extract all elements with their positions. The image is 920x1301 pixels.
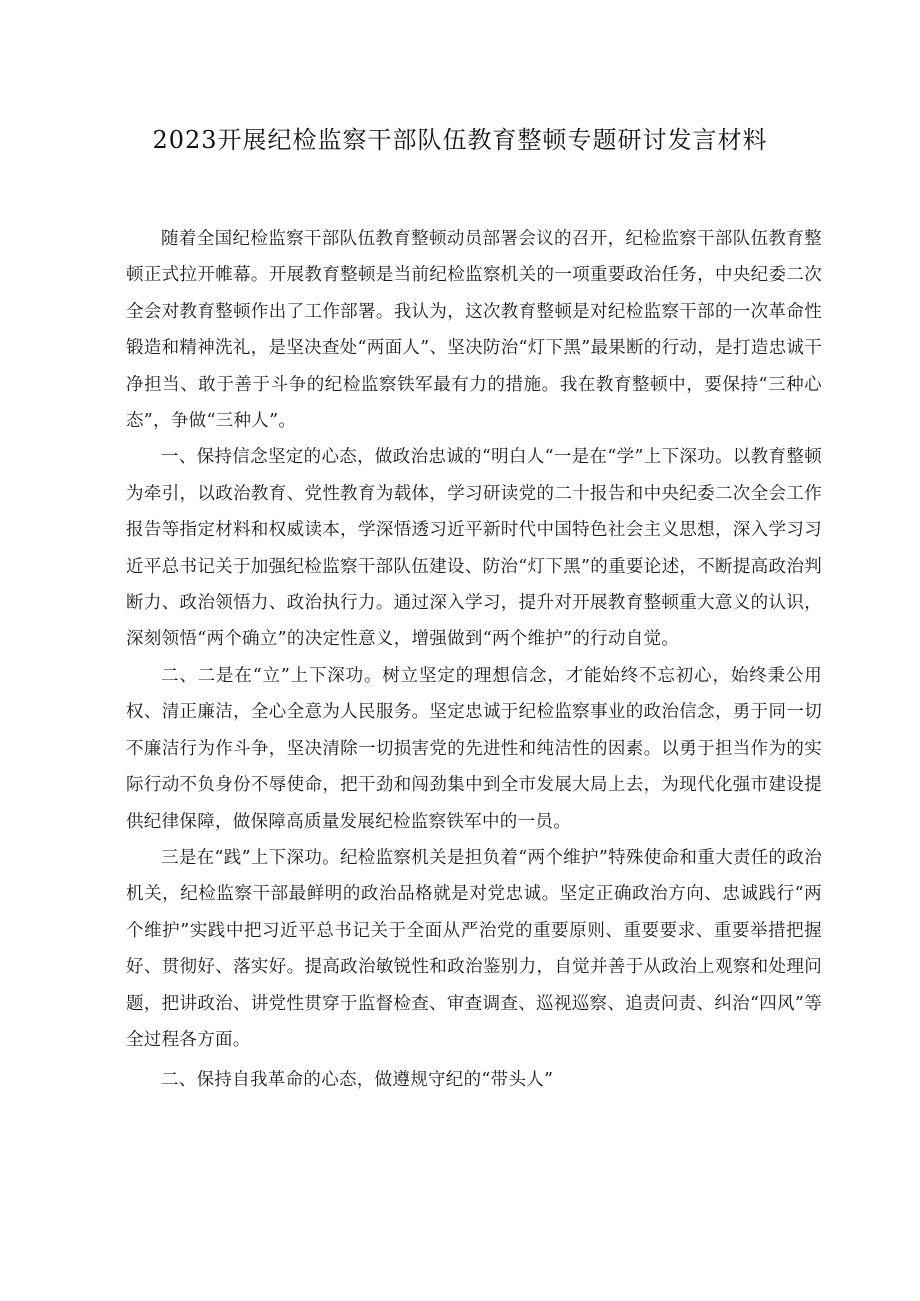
paragraph-section-two: 二、二是在“立”上下深功。树立坚定的理想信念，才能始终不忘初心，始终秉公用权、清正廉洁，全心全意为人民服务。坚定忠诚于纪检监察事业的政治信念，勇于同一切不廉洁行为作斗争，坚决清除一切损害党的先进性和纯洁性的因素。以勇于担当作为的实际行动不负身份不辱使命，把干劲和闯劲集中到全市发展大局上去，为现代化强市建设提供纪律保障，做保障高质量发展纪检监察铁军中的一员。: [126, 665, 822, 832]
document-title: 2023开展纪检监察干部队伍教育整顿专题研讨发言材料: [152, 126, 768, 154]
document-body: [126, 221, 822, 1099]
section-heading-self-revolution: 二、保持自我革命的心态，做遵规守纪的“带头人”: [161, 1070, 554, 1091]
paragraph-intro: 随着全国纪检监察干部队伍教育整顿动员部署会议的召开，纪检监察干部队伍教育整顿正式拉开帷幕。开展教育整顿是当前纪检监察机关的一项重要政治任务，中央纪委二次全会对教育整顿作出了工作部署。我认为，这次教育整顿是对纪检监察干部的一次革命性锻造和精神洗礼，是坚决查处“两面人”、坚决防治“灯下黑”最果断的行动，是打造忠诚干净担当、敢于善于斗争的纪检监察铁军最有力的措施。我在教育整顿中，要保持“三种心态”，争做“三种人”。: [126, 229, 822, 432]
paragraph-section-one: 一、保持信念坚定的心态，做政治忠诚的“明白人“一是在“学”上下深功。以教育整顿为牵引，以政治教育、党性教育为载体，学习研读党的二十报告和中央纪委二次全会工作报告等指定材料和权威读本，学深悟透习近平新时代中国特色社会主义思想，深入学习习近平总书记关于加强纪检监察干部队伍建设、防治“灯下黑”的重要论述，不断提高政治判断力、政治领悟力、政治执行力。通过深入学习，提升对开展教育整顿重大意义的认识，深刻领悟“两个确立”的决定性意义，增强做到“两个维护”的行动自觉。: [126, 447, 822, 650]
paragraph-section-three: 三是在“践”上下深功。纪检监察机关是担负着“两个维护”特殊使命和重大责任的政治机关，纪检监察干部最鲜明的政治品格就是对党忠诚。坚定正确政治方向、忠诚践行“两个维护”实践中把习近平总书记关于全面从严治党的重要原则、重要要求、重要举措把握好、贯彻好、落实好。提高政治敏锐性和政治鉴别力，自觉并善于从政治上观察和处理问题，把讲政治、讲党性贯穿于监督检查、审查调查、巡视巡察、追责问责、纠治“四风”等全过程各方面。: [126, 847, 822, 1050]
